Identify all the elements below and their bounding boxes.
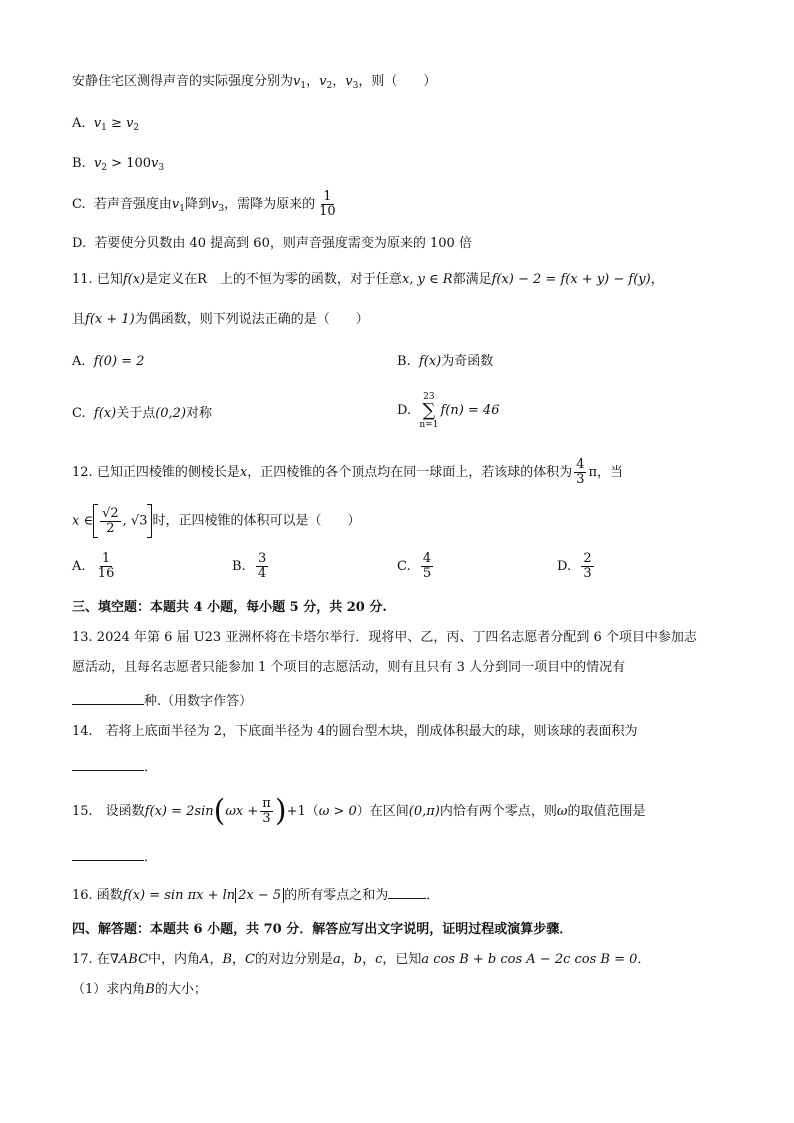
option-text: ，需降为原来的 <box>224 197 316 212</box>
punct: ． <box>144 850 158 865</box>
q15-line2 <box>72 846 157 868</box>
fraction <box>96 552 117 581</box>
math-var: π <box>588 465 598 480</box>
math-sub: 1 <box>101 123 107 133</box>
math-expr: f(x) <box>93 406 117 421</box>
stem-text: 都满足 <box>452 272 492 287</box>
math-var: v <box>93 116 102 131</box>
fraction <box>317 190 338 219</box>
punct: ， <box>232 952 246 967</box>
math-equation: f(x) − 2 = f(x + y) − f(y) <box>491 272 651 287</box>
math-var: c <box>375 952 383 967</box>
stem-text: 的所有零点之和为 <box>284 888 389 903</box>
option-letter: A. <box>72 559 86 574</box>
math-var: x <box>239 465 248 480</box>
math-expr: ∇ABC <box>109 952 149 967</box>
denominator: 2 <box>106 520 115 536</box>
math-var: ω <box>556 804 568 819</box>
q10-stem-line: 安静住宅区测得声音的实际强度分别为$v_1$，$v_2$，$v_3$，则（ ） <box>72 74 437 91</box>
denominator: 5 <box>422 566 432 581</box>
math-abs: 2x − 5 <box>235 888 284 903</box>
q10-close: ，则（ ） <box>358 74 437 89</box>
math-expr: ωx + <box>225 804 259 819</box>
stem-text: ，正四棱锥的各个顶点均在同一球面上，若该球的体积为 <box>247 465 573 480</box>
fraction <box>100 507 121 536</box>
option-letter: B. <box>232 559 246 574</box>
math-expr: (0,2) <box>155 406 187 421</box>
punct: ， <box>650 272 664 287</box>
punct: ． <box>426 888 440 903</box>
numerator: 4 <box>576 457 585 472</box>
option-text: 降到 <box>185 197 212 212</box>
q12-option-b <box>232 552 270 581</box>
numerator: √2 <box>102 505 119 521</box>
right-paren: ) <box>274 793 287 829</box>
stem-text: 17. 在 <box>72 952 110 967</box>
q12-option-d <box>557 552 596 581</box>
math-var: B <box>222 952 233 967</box>
stem-text: 15. 设函数 <box>72 804 145 819</box>
numerator: 3 <box>257 551 267 566</box>
stem-text: ，已知 <box>382 952 422 967</box>
fraction <box>581 552 593 581</box>
left-bracket <box>93 504 98 538</box>
question-number: 12. <box>72 465 93 480</box>
stem-text: 种.（用数字作答） <box>144 694 253 709</box>
sum-lower: n=1 <box>419 420 439 430</box>
math-expr: x ∈ <box>72 513 94 529</box>
denominator: 16 <box>97 566 115 581</box>
math-op: ≥ <box>106 116 127 131</box>
question-number: 11. <box>72 272 93 287</box>
option-letter: D. <box>72 236 87 251</box>
fraction <box>574 458 586 487</box>
math-var: b <box>353 952 363 967</box>
v2-symbol: v <box>319 74 327 89</box>
stem-text: 且 <box>72 312 86 327</box>
math-var: v <box>171 197 180 212</box>
math-expr: x, y ∈ R <box>401 272 453 287</box>
stem-text: 16. 函数 <box>72 888 123 903</box>
q10-option-b <box>72 154 164 178</box>
math-sub: 2 <box>133 123 140 133</box>
answer-blank[interactable] <box>72 846 144 861</box>
option-text: 若声音强度由 <box>93 197 172 212</box>
fraction <box>256 552 268 581</box>
math-expr: f(x) <box>418 354 442 369</box>
q11-option-d <box>397 392 499 430</box>
option-text: 若要使分贝数由 40 提高到 60，则声音强度需变为原来的 100 倍 <box>94 236 472 251</box>
math-expr: f(n) = 46 <box>440 403 500 418</box>
v2-subscript: 2 <box>326 81 333 91</box>
numerator: 1 <box>323 189 332 204</box>
math-expr: f(x + 1) <box>85 312 135 327</box>
q11-option-c <box>72 404 212 424</box>
denominator: 3 <box>262 811 271 826</box>
option-letter: B. <box>397 354 411 369</box>
option-text: 关于点 <box>116 406 156 421</box>
stem-text: 内恰有两个零点，则 <box>439 804 557 819</box>
v1-subscript: 1 <box>300 81 307 91</box>
stem-text: 时，正四棱锥的体积可以是（ ） <box>152 513 361 529</box>
numerator: 1 <box>101 551 111 566</box>
q11-option-a <box>72 352 144 372</box>
answer-blank[interactable] <box>388 884 426 899</box>
fraction <box>260 797 273 826</box>
q17-stem: 17. 在∇ABC中，内角A，B，C的对边分别是a，b，c，已知a cos B + b cos A − 2c cos B = 0． <box>72 952 651 967</box>
punct: ． <box>637 952 651 967</box>
option-letter: A. <box>72 354 86 369</box>
math-expr: f(0) = 2 <box>93 354 145 369</box>
math-expr: ω > 0 <box>318 804 357 819</box>
denominator: 4 <box>257 566 267 581</box>
stem-text: 的取值范围是 <box>567 804 646 819</box>
left-paren: ( <box>213 793 226 829</box>
numerator: π <box>262 796 271 811</box>
denominator: 3 <box>583 566 592 581</box>
stem-text: 的对边分别是 <box>254 952 333 967</box>
stem-text: 为偶函数，则下列说法正确的是（ ） <box>134 312 369 327</box>
q17-part1 <box>72 980 207 1000</box>
v1-symbol: v <box>293 74 301 89</box>
math-var: v <box>126 116 134 131</box>
numerator: 2 <box>583 551 592 566</box>
q12-option-c <box>397 552 435 581</box>
q14-line2 <box>72 756 157 778</box>
stem-text: 中，内角 <box>148 952 201 967</box>
v3-subscript: 3 <box>352 81 359 91</box>
stem-text: ，当 <box>597 465 624 480</box>
q13-line3 <box>72 690 252 712</box>
section-heading-solve: 四、解答题：本题共 6 小题，共 70 分．解答应写出文字说明，证明过程或演算步骤． <box>72 922 573 937</box>
math-var: a <box>333 952 341 967</box>
q16-line <box>72 884 439 906</box>
math-sub: 3 <box>218 204 225 214</box>
answer-blank[interactable] <box>72 690 144 705</box>
math-var: v <box>93 156 102 171</box>
math-op: > 100 <box>107 156 152 171</box>
q11-stem-line1 <box>72 270 664 290</box>
stem-text: ）在区间 <box>356 804 409 819</box>
v3-symbol: v <box>345 74 353 89</box>
q10-stem-text: 安静住宅区测得声音的实际强度分别为 <box>72 74 294 89</box>
option-letter: D. <box>397 403 412 418</box>
math-var: v <box>211 197 219 212</box>
math-sub: 1 <box>179 204 185 214</box>
stem-text: 已知 <box>96 272 123 287</box>
option-text: 为奇函数 <box>441 354 494 369</box>
math-var: v <box>151 156 159 171</box>
q11-stem-line2 <box>72 310 369 330</box>
q15-line1 <box>72 794 646 830</box>
stem-text: +1（ <box>286 804 319 819</box>
sigma-symbol: ∑ <box>422 400 436 421</box>
option-letter: C. <box>397 559 411 574</box>
sum-upper: 23 <box>423 392 435 402</box>
math-sub: 2 <box>101 163 108 173</box>
fraction <box>421 552 433 581</box>
punct: ． <box>144 760 158 775</box>
math-expr: f(x) <box>122 272 146 287</box>
q12-stem-line2 <box>72 504 361 538</box>
numerator: 4 <box>422 551 432 566</box>
q13-line2: 愿活动，且每名志愿者只能参加 1 个项目的志愿活动，则有且只有 3 人分到同一项目中的情况有 <box>72 660 626 675</box>
answer-blank[interactable] <box>72 756 144 771</box>
q12-stem-line1 <box>72 458 623 487</box>
punct: ， <box>209 952 223 967</box>
q14-line1: 14. 若将上底面半径为 2，下底面半径为 4的圆台型木块，削成体积最大的球，则该球的表面积为 <box>72 724 638 739</box>
math-expr: f(x) = sin πx + ln <box>122 888 236 903</box>
option-letter: A. <box>72 116 86 131</box>
stem-text: 是定义在R 上的不恒为零的函数，对于任意 <box>145 272 402 287</box>
math-equation: a cos B + b cos A − 2c cos B = 0 <box>421 952 638 967</box>
math-sub: 3 <box>158 163 165 173</box>
q10-option-a <box>72 114 139 138</box>
option-letter: B. <box>72 156 86 171</box>
summation <box>419 392 438 430</box>
denominator: 3 <box>576 472 585 487</box>
stem-text: 已知正四棱锥的侧棱长是 <box>96 465 240 480</box>
q12-option-a <box>72 552 118 581</box>
option-text: 对称 <box>186 406 213 421</box>
q11-option-b <box>397 352 493 372</box>
section-heading-fill-in: 三、填空题：本题共 4 小题，每小题 5 分，共 20 分. <box>72 600 387 615</box>
q13-line1: 13. 2024 年第 6 届 U23 亚洲杯将在卡塔尔举行．现将甲、乙，丙、丁四名志愿者分配到 6 个项目中参加志 <box>72 630 697 645</box>
option-letter: D. <box>557 559 572 574</box>
q10-option-c <box>72 190 340 219</box>
stem-text: （1）求内角 <box>72 982 146 997</box>
math-expr: , √3 <box>122 513 148 529</box>
math-expr: (0,π) <box>408 804 440 819</box>
math-var: C <box>245 952 255 967</box>
option-letter: C. <box>72 197 86 212</box>
math-expr: f(x) = 2sin <box>144 804 214 819</box>
q10-option-d <box>72 234 472 254</box>
option-letter: C. <box>72 406 86 421</box>
math-var: A <box>200 952 210 967</box>
stem-text: 的大小； <box>154 982 207 997</box>
denominator: 10 <box>319 204 336 219</box>
math-var: B <box>145 982 155 997</box>
